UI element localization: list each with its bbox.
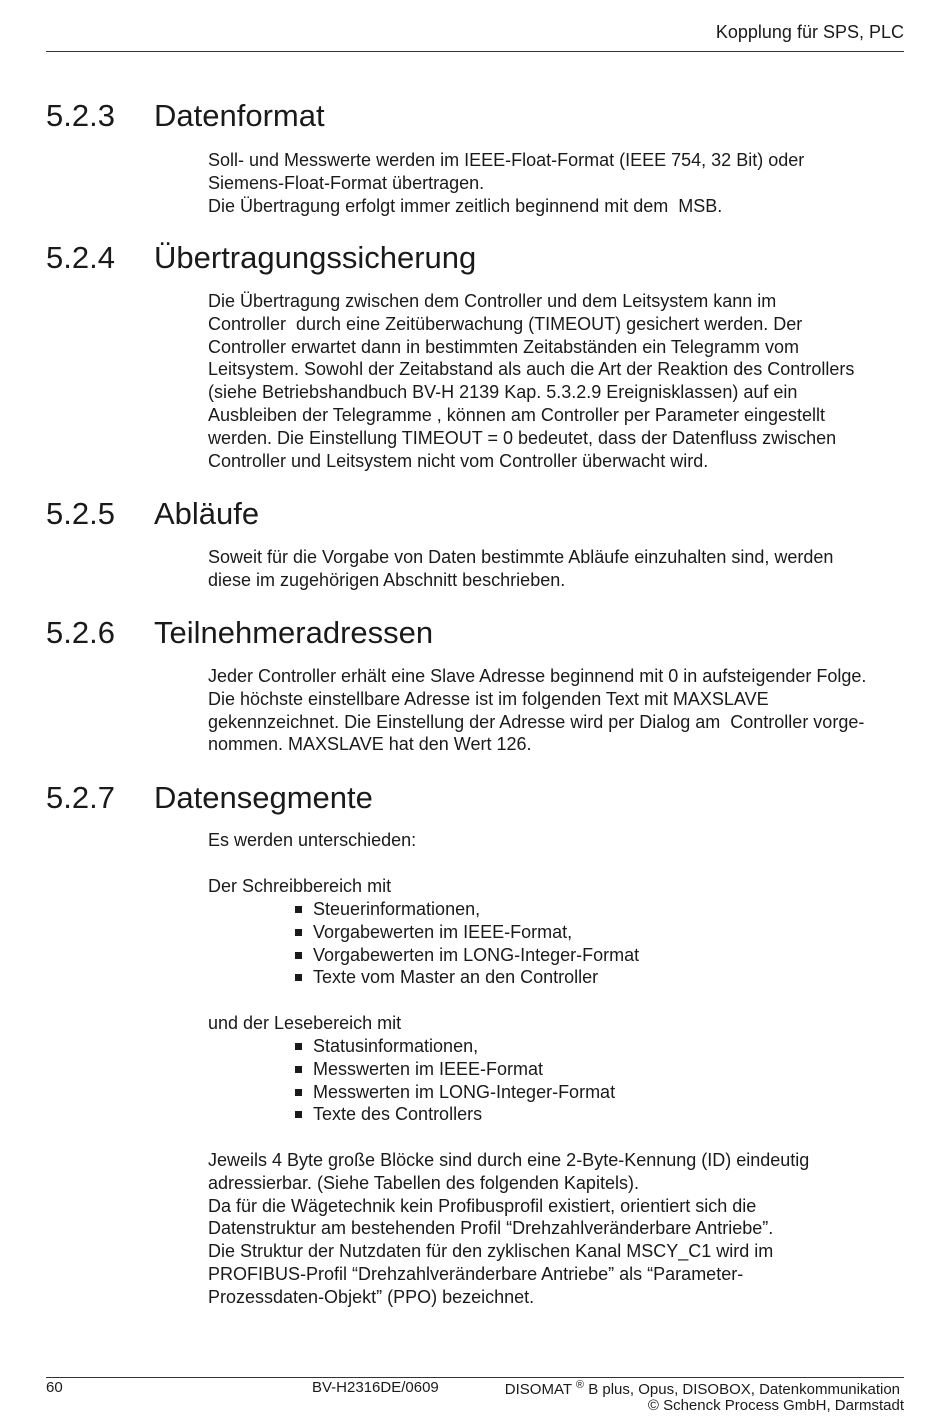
product-line bbox=[505, 1379, 900, 1398]
section-body-5-2-3: Soll- und Messwerte werden im IEEE-Float-Format (IEEE 754, 32 Bit) oder Siemens-Float-Format übertragen. Die Übertragung erfolgt immer zeitlich beginnend mit dem MSB. bbox=[208, 150, 805, 216]
section-heading-5-2-4 bbox=[46, 240, 476, 276]
read-area-label: und der Lesebereich mit bbox=[208, 1013, 402, 1033]
section-number: 5.2.3 bbox=[46, 98, 115, 133]
section-heading-5-2-6 bbox=[46, 615, 433, 651]
section-number: 5.2.5 bbox=[46, 496, 115, 531]
write-area-list bbox=[294, 898, 639, 989]
section-body-5-2-4: Die Übertragung zwischen dem Controller und dem Leitsystem kann im Controller durch eine Zeitüberwachung (TIMEOUT) gesichert werden. Der Controller erwartet dann in bestimmten Zeitabständen ein Telegramm vom Leitsystem. Sowohl der Zeitabstand als auch die Art der Reaktion des Controllers (siehe Betriebshandbuch BV-H 2139 Kap. 5.3.2.9 Ereignisklassen) auf ein Ausbleiben der Telegramme , können am Controller per Parameter eingestellt werden. Die Einstellung TIMEOUT = 0 bedeutet, dass der Datenfluss zwischen Controller und Leitsystem nicht vom Controller überwacht wird. bbox=[208, 291, 855, 471]
section-body-5-2-5: Soweit für die Vorgabe von Daten bestimmte Abläufe einzuhalten sind, werden diese im zugehörigen Abschnitt beschrieben. bbox=[208, 547, 834, 590]
list-item: Vorgabewerten im IEEE-Format, bbox=[294, 921, 639, 944]
section-title: Abläufe bbox=[154, 496, 260, 531]
section-number: 5.2.7 bbox=[46, 780, 115, 815]
section-heading-5-2-7 bbox=[46, 780, 373, 816]
section-title: Datenformat bbox=[154, 98, 325, 133]
list-item: Texte des Controllers bbox=[294, 1103, 615, 1126]
datensegmente-closing: Jeweils 4 Byte große Blöcke sind durch eine 2-Byte-Kennung (ID) eindeutig adressierbar. (Siehe Tabellen des folgenden Kapitels). Da für die Wägetechnik kein Profibusprofil existiert, orientiert sich die Datenstruktur am bestehenden Profil “Drehzahlveränderbare Antriebe”. Die Struktur der Nutzdaten für den zyklischen Kanal MSCY_C1 wird im PROFIBUS-Profil “Drehzahlveränderbare Antriebe” als “Parameter- Prozessdaten-Objekt” (PPO) bezeichnet. bbox=[208, 1150, 810, 1307]
section-number: 5.2.4 bbox=[46, 240, 115, 275]
product-description: B plus, Opus, DISOBOX, Datenkommunikation bbox=[584, 1381, 900, 1398]
section-number: 5.2.6 bbox=[46, 615, 115, 650]
list-item: Steuerinformationen, bbox=[294, 898, 639, 921]
section-title: Datensegmente bbox=[154, 780, 373, 815]
running-header: Kopplung für SPS, PLC bbox=[715, 22, 904, 42]
list-item: Messwerten im LONG-Integer-Format bbox=[294, 1081, 615, 1104]
list-item: Messwerten im IEEE-Format bbox=[294, 1058, 615, 1081]
read-area-list bbox=[294, 1035, 615, 1126]
footer-divider bbox=[46, 1377, 904, 1378]
page-number: 60 bbox=[46, 1379, 63, 1396]
datensegmente-intro: Es werden unterschieden: bbox=[208, 830, 417, 850]
list-item: Texte vom Master an den Controller bbox=[294, 966, 639, 989]
header-divider bbox=[46, 51, 904, 52]
copyright: © Schenck Process GmbH, Darmstadt bbox=[647, 1397, 904, 1414]
section-body-5-2-6: Jeder Controller erhält eine Slave Adresse beginnend mit 0 in aufsteigender Folge. Die höchste einstellbare Adresse ist im folgenden Text mit MAXSLAVE gekennzeichnet. Die Einstellung der Adresse wird per Dialog am Controller vorge- nommen. MAXSLAVE hat den Wert 126. bbox=[208, 666, 867, 755]
document-id: BV-H2316DE/0609 bbox=[312, 1379, 439, 1396]
list-item: Statusinformationen, bbox=[294, 1035, 615, 1058]
section-title: Teilnehmeradressen bbox=[154, 615, 434, 650]
write-area-label: Der Schreibbereich mit bbox=[208, 876, 392, 896]
registered-mark: ® bbox=[575, 1379, 585, 1391]
section-heading-5-2-3 bbox=[46, 98, 325, 134]
product-name: DISOMAT bbox=[504, 1381, 572, 1398]
list-item: Vorgabewerten im LONG-Integer-Format bbox=[294, 944, 639, 967]
section-title: Übertragungssicherung bbox=[154, 240, 477, 275]
section-heading-5-2-5 bbox=[46, 496, 259, 532]
